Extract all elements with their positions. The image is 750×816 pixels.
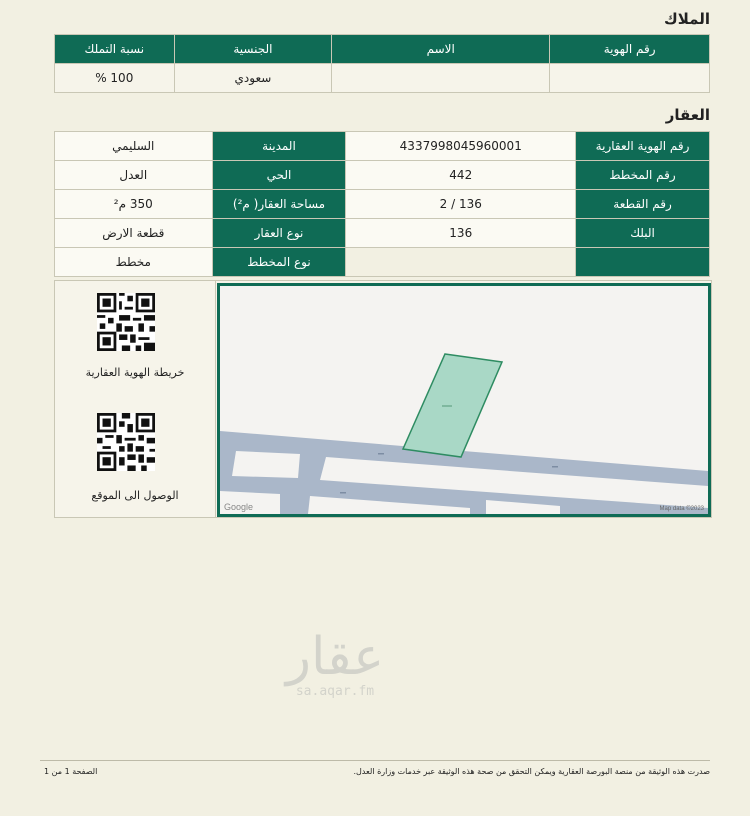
watermark-domain: sa.aqar.fm xyxy=(295,684,375,699)
property-table xyxy=(54,131,710,277)
header-nationality: الجنسية xyxy=(174,35,332,64)
property-id-label: رقم الهوية العقارية xyxy=(576,132,710,161)
owners-header-row xyxy=(55,35,710,64)
district-label: الحي xyxy=(212,161,346,190)
city-value: السليمي xyxy=(55,132,213,161)
city-block xyxy=(232,451,300,478)
location-qr-label: الوصول الى الموقع xyxy=(91,489,179,502)
property-id-value: 4337998045960001 xyxy=(346,132,576,161)
page-number: الصفحة 1 من 1 xyxy=(44,767,98,776)
district-value: العدل xyxy=(55,161,213,190)
map-section xyxy=(54,280,712,518)
property-row xyxy=(55,219,710,248)
value-name xyxy=(332,64,550,93)
property-type-label: نوع العقار xyxy=(212,219,346,248)
plot-number-label: رقم القطعة xyxy=(576,190,710,219)
city-label: المدينة xyxy=(212,132,346,161)
empty-value xyxy=(346,248,576,277)
owners-value-row xyxy=(55,64,710,93)
owners-table xyxy=(54,34,710,93)
property-row xyxy=(55,248,710,277)
property-type-value: قطعة الارض xyxy=(55,219,213,248)
map-drawing xyxy=(220,286,708,514)
header-id: رقم الهوية xyxy=(550,35,710,64)
property-map[interactable] xyxy=(217,283,711,517)
property-map-qr-label: خريطة الهوية العقارية xyxy=(85,366,185,379)
google-logo: Google xyxy=(224,502,254,512)
footer-notice: صدرت هذه الوثيقة من منصة البورصة العقارية ويمكن التحقق من صحة هذه الوثيقة عبر خدمات وزارة العدل. xyxy=(353,767,710,776)
plan-type-label: نوع المخطط xyxy=(212,248,346,277)
area-value: 350 م² xyxy=(55,190,213,219)
plot-number-value: 2 / 136 xyxy=(346,190,576,219)
value-ownership: 100 % xyxy=(55,64,175,93)
area-label: مساحة العقار( م²) xyxy=(212,190,346,219)
property-row xyxy=(55,161,710,190)
plan-number-label: رقم المخطط xyxy=(576,161,710,190)
property-row xyxy=(55,132,710,161)
block-label: البلك xyxy=(576,219,710,248)
header-name: الاسم xyxy=(332,35,550,64)
road-mark xyxy=(340,492,346,494)
header-ownership: نسبة التملك xyxy=(55,35,175,64)
watermark-brand: عقار xyxy=(285,627,385,687)
parcel-label-mark xyxy=(442,405,452,407)
location-qr-icon[interactable] xyxy=(97,413,155,471)
property-title: العقار xyxy=(665,106,710,124)
plan-type-value: مخطط xyxy=(55,248,213,277)
value-id xyxy=(550,64,710,93)
empty-label xyxy=(576,248,710,277)
plan-number-value: 442 xyxy=(346,161,576,190)
footer-divider xyxy=(40,760,710,761)
value-nationality: سعودي xyxy=(174,64,332,93)
road-mark xyxy=(378,453,384,455)
property-map-qr-icon[interactable] xyxy=(97,293,155,351)
block-value: 136 xyxy=(346,219,576,248)
aqar-watermark xyxy=(270,627,400,699)
road-mark xyxy=(552,466,558,468)
owners-title: الملاك xyxy=(664,10,710,28)
qr-column xyxy=(55,281,216,517)
property-row xyxy=(55,190,710,219)
map-attribution: Map data ©2023 xyxy=(659,506,704,512)
